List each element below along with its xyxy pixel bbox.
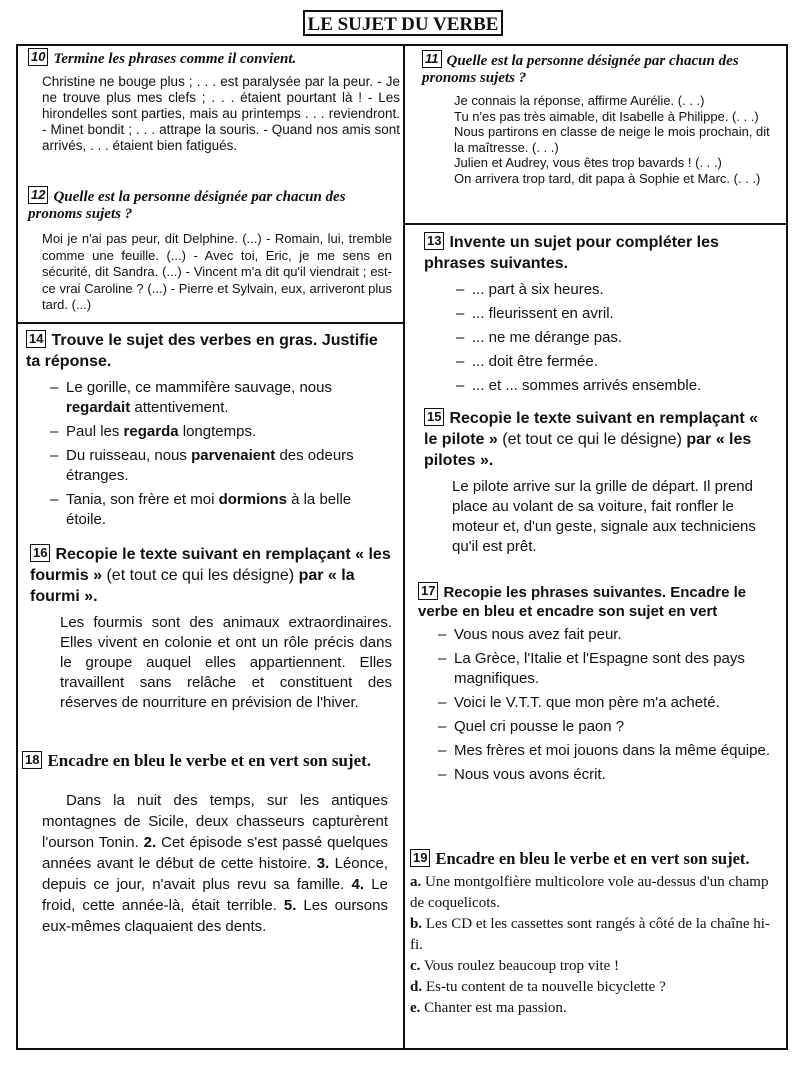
list-item: – ... fleurissent en avril. xyxy=(452,304,776,324)
exercise-heading: Quelle est la personne désignée par chacun des pronoms sujets ? xyxy=(28,189,346,222)
exercise-text: Les fourmis sont des animaux extraordinaires. Elles vivent en colonie et ont un rôle précis dans le groupe auquel elles appartiennent. Elles travaillent sans relâche et constituent des réserves de nourriture en prévision de l'hiver. xyxy=(60,614,392,711)
list-item: d. Es-tu content de ta nouvelle bicyclette ? xyxy=(410,979,666,995)
list-item: – Voici le V.T.T. que mon père m'a acheté. xyxy=(434,693,774,713)
column-divider xyxy=(403,44,405,1050)
exercise-13 xyxy=(424,232,776,400)
list-item: – Paul les regarda longtemps. xyxy=(46,422,390,442)
list-item: – Quel cri pousse le paon ? xyxy=(434,717,774,737)
exercise-number: 11 xyxy=(422,50,442,68)
exercise-text: Dans la nuit des temps, sur les antiques montagnes de Sicile, deux chasseurs capturèrent l'ourson Tonin. 2. Cet épisode s'est passé quelques années avant le début de cette histoire. 3. Léonce, depuis ce jour, n'avait plus revu sa famille. 4. Le froid, cette année-là, était terrible. 5. Les oursons eux-mêmes claquaient des dents. xyxy=(42,792,389,935)
exercise-number: 17 xyxy=(418,582,438,600)
exercise-heading: Trouve le sujet des verbes en gras. Justifie ta réponse. xyxy=(26,332,378,370)
exercise-heading: Termine les phrases comme il convient. xyxy=(53,51,297,67)
exercise-number: 12 xyxy=(28,186,48,204)
exercise-16: 16 Recopie le texte suivant en remplaçant « les fourmis » (et tout ce qui les désigne) par « la fourmi ». Les fourmis sont des animaux extraordinaires. Elles vivent en colonie et ont un rôle précis dans le groupe auquel elles appartiennent. Elles travaillent sans relâche et constituent des réserves de nourriture en prévision de l'hiver. xyxy=(30,545,392,711)
exercise-number: 16 xyxy=(30,544,50,562)
exercise-heading: Encadre en bleu le verbe et en vert son sujet. xyxy=(435,849,750,868)
list-item: b. Les CD et les cassettes sont rangés à côté de la chaîne hi-fi. xyxy=(410,916,770,953)
list-item: – Mes frères et moi jouons dans la même équipe. xyxy=(434,741,774,761)
list-item: – ... part à six heures. xyxy=(452,280,776,300)
list-item: – ... doit être fermée. xyxy=(452,352,776,372)
list-item: Julien et Audrey, vous êtes trop bavards ! (. . .) xyxy=(454,155,722,170)
exercise-number: 18 xyxy=(22,751,42,769)
list-item: c. Vous roulez beaucoup trop vite ! xyxy=(410,958,619,974)
exercise-heading: Recopie le texte suivant en remplaçant « les fourmis » xyxy=(30,546,391,584)
exercise-number: 19 xyxy=(410,849,430,867)
exercise-text: Le pilote arrive sur la grille de départ. Il prend place au volant de sa voiture, fait ronfler le moteur et, d'un geste, signale aux techniciens qu'il est prêt. xyxy=(452,478,756,555)
exercise-15: 15 Recopie le texte suivant en remplaçant « le pilote » (et tout ce qui le désigne) par « les pilotes ». Le pilote arrive sur la grille de départ. Il prend place au volant de sa voiture, fait ronfler le moteur et, d'un geste, signale aux techniciens qu'il est prêt. xyxy=(424,408,774,557)
row-divider-right-top xyxy=(403,223,788,225)
exercise-heading: Recopie le texte suivant en remplaçant « le pilote » xyxy=(424,410,759,448)
list-item: – La Grèce, l'Italie et l'Espagne sont des pays magnifiques. xyxy=(434,649,774,689)
list-item: Je connais la réponse, affirme Aurélie. (. . .) xyxy=(454,93,705,108)
exercise-number: 13 xyxy=(424,232,444,250)
list-item: – Nous vous avons écrit. xyxy=(434,765,774,785)
list-item: a. Une montgolfière multicolore vole au-dessus d'un champ de coquelicots. xyxy=(410,874,769,911)
exercise-heading: Invente un sujet pour compléter les phrases suivantes. xyxy=(424,234,719,272)
exercise-text: Moi je n'ai pas peur, dit Delphine. (...) - Romain, lui, tremble comme une feuille. (...) - Avec toi, Eric, je me sens en sécurité, dit Sandra. (...) - Vincent m'a dit qu'il viendrait ; est-ce vrai Caroline ? (...) - Pierre et Sylvain, eux, arriveront plus tard. (...) xyxy=(42,231,392,312)
list-item: – Vous nous avez fait peur. xyxy=(434,625,774,645)
list-item: – ... et ... sommes arrivés ensemble. xyxy=(452,376,776,396)
exercise-10 xyxy=(28,48,400,154)
list-item: Tu n'es pas très aimable, dit Isabelle à Philippe. (. . .) xyxy=(454,108,759,124)
exercise-14 xyxy=(26,330,390,534)
exercise-11 xyxy=(422,50,778,186)
exercise-number: 10 xyxy=(28,48,48,66)
list-item: On arrivera trop tard, dit papa à Sophie et Marc. (. . .) xyxy=(454,170,761,186)
page-title: LE SUJET DU VERBE xyxy=(303,10,503,36)
exercise-12 xyxy=(28,186,392,314)
list-item: – ... ne me dérange pas. xyxy=(452,328,776,348)
exercise-18 xyxy=(22,750,388,937)
list-item: Nous partirons en classe de neige le mois prochain, dit la maîtresse. (. . .) xyxy=(454,124,770,155)
exercise-heading: Quelle est la personne désignée par chacun des pronoms sujets ? xyxy=(422,53,739,86)
exercise-number: 14 xyxy=(26,330,46,348)
exercise-heading: Encadre en bleu le verbe et en vert son sujet. xyxy=(47,751,372,770)
row-divider-left-top xyxy=(16,322,404,324)
exercise-heading: Recopie les phrases suivantes. Encadre le verbe en bleu et encadre son sujet en vert xyxy=(418,584,747,620)
exercise-19 xyxy=(410,848,778,1019)
list-item: – Du ruisseau, nous parvenaient des odeurs étranges. xyxy=(46,446,390,486)
exercise-text: Christine ne bouge plus ; . . . est paralysée par la peur. - Je ne trouve plus mes clefs ; . . . étaient pourtant là ! - Les hirondelles sont parties, mais au printemps . . . reviendront. - Minet bondit ; . . . attrape la souris. - Quand nos amis sont arrivés, . . . étaient bien fatigués. xyxy=(42,74,400,153)
list-item: – Le gorille, ce mammifère sauvage, nous regardait attentivement. xyxy=(46,378,390,418)
exercise-17 xyxy=(418,582,774,789)
list-item: – Tania, son frère et moi dormions à la belle étoile. xyxy=(46,490,390,530)
exercise-number: 15 xyxy=(424,408,444,426)
list-item: e. Chanter est ma passion. xyxy=(410,1000,567,1016)
